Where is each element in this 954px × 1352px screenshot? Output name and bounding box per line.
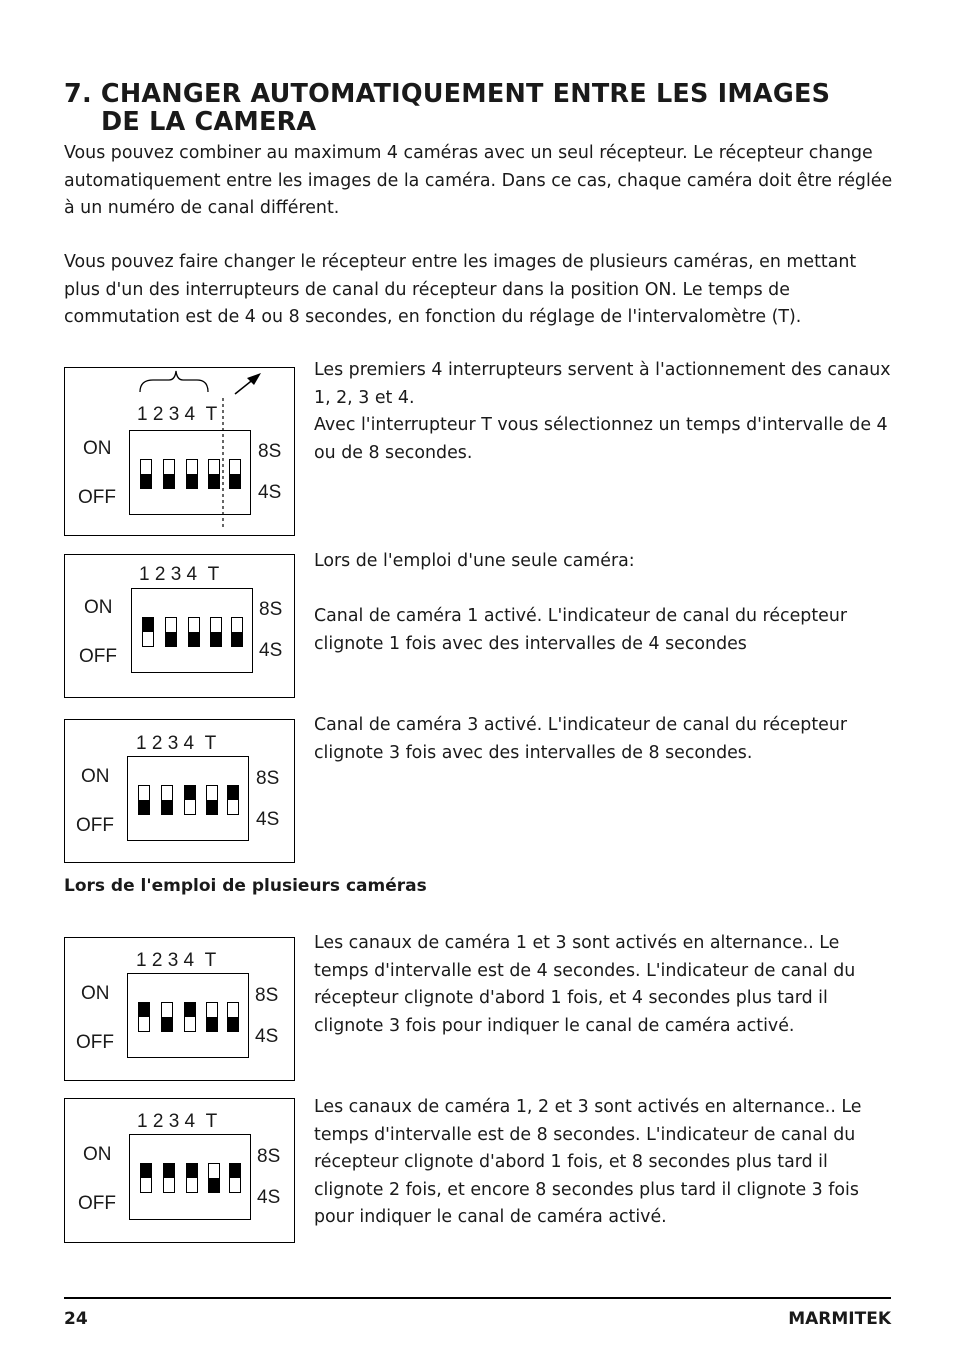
dip-switch-3: [188, 617, 200, 647]
switch-knob-off: [162, 800, 172, 814]
dip-switch-3: [186, 459, 198, 489]
8s-label: 8S: [255, 985, 279, 1006]
switch-knob-off: [166, 632, 176, 646]
switch-knob-off: [162, 1017, 172, 1031]
off-label: OFF: [79, 646, 117, 667]
dip-switch-5: [229, 1163, 241, 1193]
switch-knob-on: [187, 1164, 197, 1178]
switch-knob-on: [228, 786, 238, 800]
dip-switch-5: [231, 617, 243, 647]
on-label: ON: [84, 597, 113, 618]
on-label: ON: [83, 1144, 112, 1165]
switch-block: [129, 1134, 251, 1220]
dip-switch-diagram-camera-3: [64, 719, 295, 863]
channel-numbers: 1 2 3 4 T: [137, 1111, 218, 1132]
switch-knob-off: [209, 1178, 219, 1192]
page-title: [64, 80, 904, 136]
section-3-text: Canal de caméra 3 activé. L'indicateur de canal du récepteur clignote 3 fois avec des intervalles de 8 secondes.: [314, 715, 848, 763]
dip-switch-4: [206, 1002, 218, 1032]
8s-label: 8S: [256, 768, 280, 789]
channel-numbers: 1 2 3 4 T: [136, 733, 217, 754]
switch-knob-on: [230, 1164, 240, 1178]
dip-switch-5: [227, 785, 239, 815]
dip-switch-4: [210, 617, 222, 647]
dip-switch-3: [186, 1163, 198, 1193]
8s-label: 8S: [257, 1146, 281, 1167]
4s-label: 4S: [257, 1187, 281, 1208]
switch-knob-off: [232, 632, 242, 646]
off-label: OFF: [78, 487, 116, 508]
dip-switch-diagram-camera-1: [64, 554, 295, 698]
dip-switch-4: [208, 459, 220, 489]
on-label: ON: [81, 766, 110, 787]
switch-knob-on: [143, 618, 153, 632]
switch-block: [129, 430, 251, 515]
page-number: 24: [64, 1309, 88, 1329]
switch-knob-off: [209, 474, 219, 488]
dip-switch-4: [206, 785, 218, 815]
4s-label: 4S: [256, 809, 280, 830]
off-label: OFF: [78, 1193, 116, 1214]
switch-block: [127, 973, 249, 1058]
switch-block: [131, 588, 253, 673]
dip-switch-diagram-cameras-1-3: [64, 937, 295, 1081]
switch-knob-on: [185, 786, 195, 800]
intro-paragraph-1: Vous pouvez combiner au maximum 4 caméras avec un seul récepteur. Le récepteur change automatiquement entre les images de la caméra. Dans ce cas, chaque caméra doit être réglée à un numéro de canal différent.: [64, 143, 893, 218]
intro-paragraph-2: Vous pouvez faire changer le récepteur entre les images de plusieurs caméras, en mettant plus d'un des interrupteurs de canal du récepteur dans la position ON. Le temps de commutation est de 4 ou 8 secondes, en fonction du réglage de l'intervalomètre (T).: [64, 252, 857, 327]
switch-knob-off: [189, 632, 199, 646]
footer-divider: [64, 1297, 891, 1299]
title-line-2: DE LA CAMERA: [101, 107, 317, 137]
switch-knob-on: [185, 1003, 195, 1017]
4s-label: 4S: [258, 482, 282, 503]
section-5-text: Les canaux de caméra 1, 2 et 3 sont activés en alternance.. Le temps d'intervalle est de 8 secondes. L'indicateur de canal du récepteur clignote d'abord 1 fois, et 8 secondes plus tard il clignote 2 fois, et encore 8 secondes plus tard il clignote 3 fois pour indiquer le canal de caméra activé.: [314, 1097, 862, 1227]
switch-knob-off: [139, 800, 149, 814]
dip-switch-2: [161, 785, 173, 815]
on-label: ON: [81, 983, 110, 1004]
switch-knob-on: [139, 1003, 149, 1017]
dip-switch-3: [184, 1002, 196, 1032]
dip-switch-1: [140, 1163, 152, 1193]
dip-switch-2: [165, 617, 177, 647]
switch-block: [127, 756, 249, 841]
off-label: OFF: [76, 815, 114, 836]
switch-knob-off: [230, 474, 240, 488]
switch-knob-on: [141, 1164, 151, 1178]
switch-knob-off: [141, 474, 151, 488]
on-label: ON: [83, 438, 112, 459]
switch-knob-off: [211, 632, 221, 646]
dip-switch-5: [227, 1002, 239, 1032]
switch-knob-off: [207, 800, 217, 814]
section-4-text: Les canaux de caméra 1 et 3 sont activés en alternance.. Le temps d'intervalle est de 4 secondes. L'indicateur de canal du récepteur clignote d'abord 1 fois, et 4 secondes plus tard il clignote 3 fois pour indiquer le canal de caméra activé.: [314, 933, 856, 1036]
dip-switch-3: [184, 785, 196, 815]
brand-name: MARMITEK: [788, 1309, 891, 1329]
dip-switch-1: [142, 617, 154, 647]
dip-switch-1: [138, 785, 150, 815]
subheading-multiple-cameras: Lors de l'emploi de plusieurs caméras: [64, 876, 427, 896]
4s-label: 4S: [255, 1026, 279, 1047]
off-label: OFF: [76, 1032, 114, 1053]
channel-numbers: 1 2 3 4 T: [136, 950, 217, 971]
dip-switch-2: [163, 459, 175, 489]
channel-numbers: 1 2 3 4 T: [139, 564, 220, 585]
switch-knob-off: [207, 1017, 217, 1031]
dip-switch-5: [229, 459, 241, 489]
section-1-text: Les premiers 4 interrupteurs servent à l'actionnement des canaux 1, 2, 3 et 4. Avec l'interrupteur T vous sélectionnez un temps d'intervalle de 4 ou de 8 secondes.: [314, 360, 891, 463]
switch-knob-off: [228, 1017, 238, 1031]
dip-switch-diagram-overview: [64, 367, 295, 536]
dip-switch-1: [138, 1002, 150, 1032]
8s-label: 8S: [258, 441, 282, 462]
dip-switch-4: [208, 1163, 220, 1193]
switch-knob-on: [164, 1164, 174, 1178]
dip-switch-2: [161, 1002, 173, 1032]
dip-switch-1: [140, 459, 152, 489]
title-line-1: 7. CHANGER AUTOMATIQUEMENT ENTRE LES IMAGES: [64, 79, 831, 109]
switch-knob-off: [187, 474, 197, 488]
channel-numbers: 1 2 3 4 T: [137, 404, 218, 425]
4s-label: 4S: [259, 640, 283, 661]
8s-label: 8S: [259, 599, 283, 620]
section-2-text: Lors de l'emploi d'une seule caméra: Canal de caméra 1 activé. L'indicateur de canal du récepteur clignote 1 fois avec des intervalles de 4 secondes: [314, 551, 848, 654]
dip-switch-diagram-cameras-1-2-3: [64, 1098, 295, 1243]
switch-knob-off: [164, 474, 174, 488]
dip-switch-2: [163, 1163, 175, 1193]
